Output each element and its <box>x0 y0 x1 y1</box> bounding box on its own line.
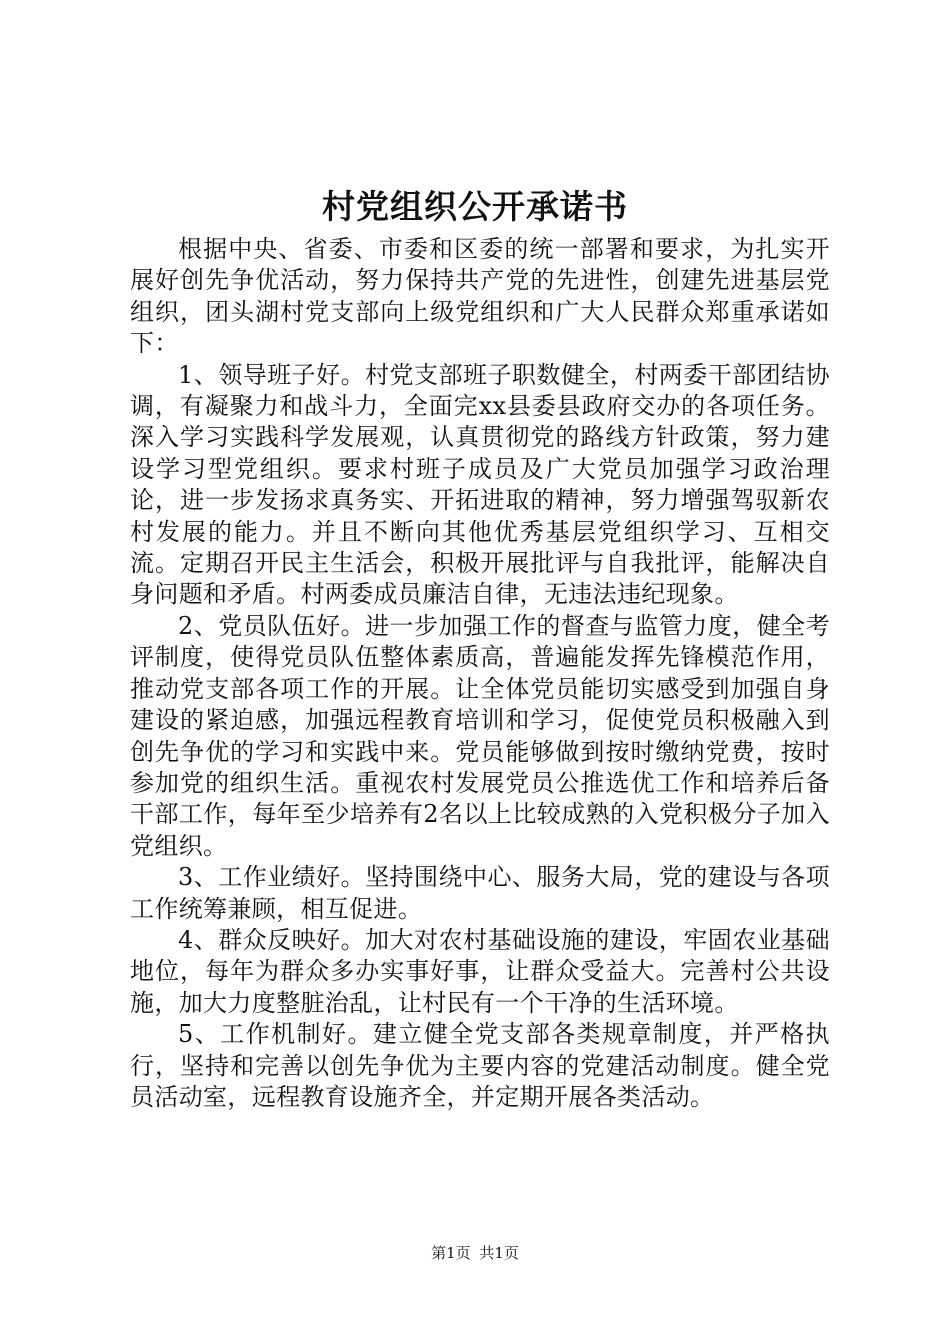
paragraph-item-5: 5、工作机制好。建立健全党支部各类规章制度，并严格执行，坚持和完善以创先争优为主要内容的党建活动制度。健全党员活动室，远程教育设施齐全，并定期开展各类活动。 <box>130 1020 830 1111</box>
document-body <box>130 234 830 1113</box>
paragraph-item-3: 3、工作业绩好。坚持围绕中心、服务大局，党的建设与各项工作统筹兼顾，相互促进。 <box>130 863 830 923</box>
paragraph-item-4: 4、群众反映好。加大对农村基础设施的建设，牢固农业基础地位，每年为群众多办实事好事，让群众受益大。完善村公共设施，加大力度整脏治乱，让村民有一个干净的生活环境。 <box>130 925 830 1017</box>
page-number: 第1页 <box>431 1244 471 1262</box>
page-total: 共1页 <box>479 1244 519 1262</box>
paragraph-intro: 根据中央、省委、市委和区委的统一部署和要求，为扎实开展好创先争优活动，努力保持共产党的先进性，创建先进基层党组织，团头湖村党支部向上级党组织和广大人民群众郑重承诺如下： <box>130 235 830 358</box>
paragraph-item-1: 1、领导班子好。村党支部班子职数健全，村两委干部团结协调，有凝聚力和战斗力，全面完xx县委县政府交办的各项任务。深入学习实践科学发展观，认真贯彻党的路线方针政策，努力建设学习型党组织。要求村班子成员及广大党员加强学习政治理论，进一步发扬求真务实、开拓进取的精神，努力增强驾驭新农村发展的能力。并且不断向其他优秀基层党组织学习、互相交流。定期召开民主生活会，积极开展批评与自我批评，能解决自身问题和矛盾。村两委成员廉洁自律，无违法违纪现象。 <box>130 360 830 609</box>
paragraph-item-2: 2、党员队伍好。进一步加强工作的督查与监管力度，健全考评制度，使得党员队伍整体素质高，普遍能发挥先锋模范作用，推动党支部各项工作的开展。让全体党员能切实感受到加强自身建设的紧迫感，加强远程教育培训和学习，促使党员积极融入到创先争优的学习和实践中来。党员能够做到按时缴纳党费，按时参加党的组织生活。重视农村发展党员公推选优工作和培养后备干部工作，每年至少培养有2名以上比较成熟的入党积极分子加入党组织。 <box>130 611 830 860</box>
document-title: 村党组织公开承诺书 <box>322 187 628 226</box>
page-footer <box>0 1243 950 1263</box>
